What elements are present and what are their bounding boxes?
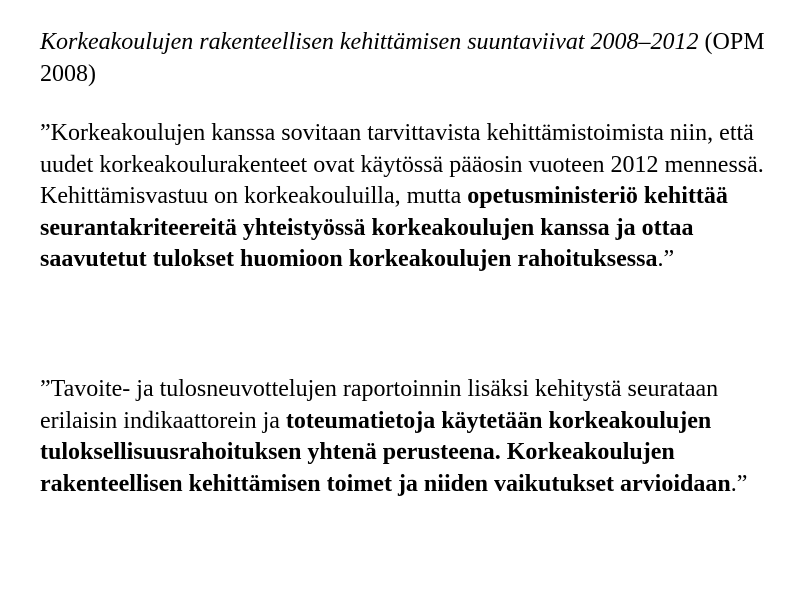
slide-title — [40, 26, 770, 90]
quote-2-emphasis: toteumatietoja käytetään korkeakoulujen tuloksellisuusrahoituksen yhtenä perusteena. Korkeakoulujen rakenteellisen kehittämisen toimet ja niiden vaikutukset arvioidaan — [40, 407, 731, 497]
quote-1-text: ”Korkeakoulujen kanssa sovitaan tarvittavista kehittämistoimista niin, että uudet korkeakoulurakenteet ovat käytössä pääosin vuoteen 2012 mennessä. Kehittämisvastuu on korkeakouluilla, mutta — [40, 120, 764, 209]
quote-paragraph-2 — [40, 374, 775, 500]
publication-title: Korkeakoulujen rakenteellisen kehittämisen suuntaviivat 2008–2012 — [40, 29, 699, 55]
quote-1-end: .” — [657, 246, 675, 272]
publication-source: (OPM 2008) — [40, 29, 765, 87]
quote-paragraph-1 — [40, 118, 775, 276]
quote-1-emphasis: opetusministeriö kehittää seurantakriteereitä yhteistyössä korkeakoulujen kanssa ja ottaa saavutetut tulokset huomioon korkeakoulujen rahoituksessa — [40, 183, 728, 272]
quote-2-end: .” — [730, 470, 748, 497]
quote-2-text: ”Tavoite- ja tulosneuvottelujen raportoinnin lisäksi kehitystä seurataan erilaisin indikaattorein ja — [40, 376, 719, 434]
